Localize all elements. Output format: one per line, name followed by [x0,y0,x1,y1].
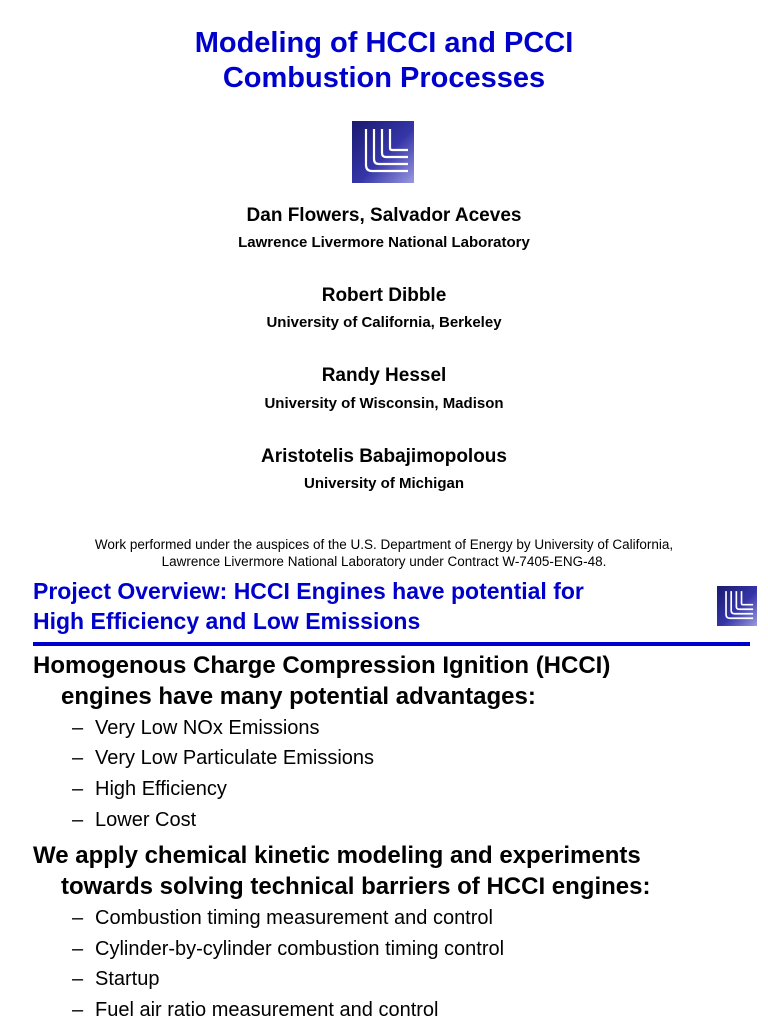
bullet-heading-line-2: towards solving technical barriers of HCCI engines: [61,873,651,900]
author-affiliation: University of Michigan [303,475,465,492]
dash-bullet: – [72,809,84,831]
list-item-text: Lower Cost [95,809,197,831]
list-item [72,998,439,1023]
dash-bullet: – [72,717,84,739]
list-item-text: Fuel air ratio measurement and control [95,999,439,1021]
list-item-text: Very Low NOx Emissions [95,717,320,739]
page-title-line-1: Modeling of HCCI and PCCI [194,27,574,59]
acknowledgement-line-1: Work performed under the auspices of the U.S. Department of Energy by University of California, [94,537,674,552]
llnl-logo-icon [352,121,414,183]
list-item [72,716,320,741]
author-affiliation: University of Wisconsin, Madison [264,395,504,412]
author-name: Aristotelis Babajimopolous [261,446,507,467]
slide-title-line-2: High Efficiency and Low Emissions [33,608,421,634]
bullet-heading-line-1: Homogenous Charge Compression Ignition (HCCI) [33,652,611,679]
author-name: Dan Flowers, Salvador Aceves [246,205,522,226]
author-affiliation: Lawrence Livermore National Laboratory [238,234,530,251]
list-item [72,777,227,802]
dash-bullet: – [72,968,84,990]
dash-bullet: – [72,747,84,769]
page-title-line-2: Combustion Processes [222,62,546,94]
list-item [72,967,159,992]
list-item-text: High Efficiency [95,778,227,800]
bullet-heading-line-1: We apply chemical kinetic modeling and experiments [33,842,641,869]
author-affiliation: University of California, Berkeley [266,314,502,331]
list-item [72,906,493,931]
list-item [72,937,504,962]
author-name: Randy Hessel [321,365,447,386]
list-item-text: Very Low Particulate Emissions [95,747,375,769]
list-item-text: Cylinder-by-cylinder combustion timing control [95,938,505,960]
dash-bullet: – [72,999,84,1021]
list-item-text: Combustion timing measurement and control [95,907,493,929]
bullet-heading-line-2: engines have many potential advantages: [61,683,536,710]
author-name: Robert Dibble [321,285,447,306]
acknowledgement-line-2: Lawrence Livermore National Laboratory under Contract W-7405-ENG-48. [161,554,607,569]
list-item-text: Startup [95,968,160,990]
dash-bullet: – [72,938,84,960]
slide-title-line-1: Project Overview: HCCI Engines have potential for [33,578,584,604]
llnl-logo-icon [717,586,757,626]
list-item [72,808,196,833]
dash-bullet: – [72,907,84,929]
list-item [72,746,374,771]
title-divider [33,642,750,646]
dash-bullet: – [72,778,84,800]
